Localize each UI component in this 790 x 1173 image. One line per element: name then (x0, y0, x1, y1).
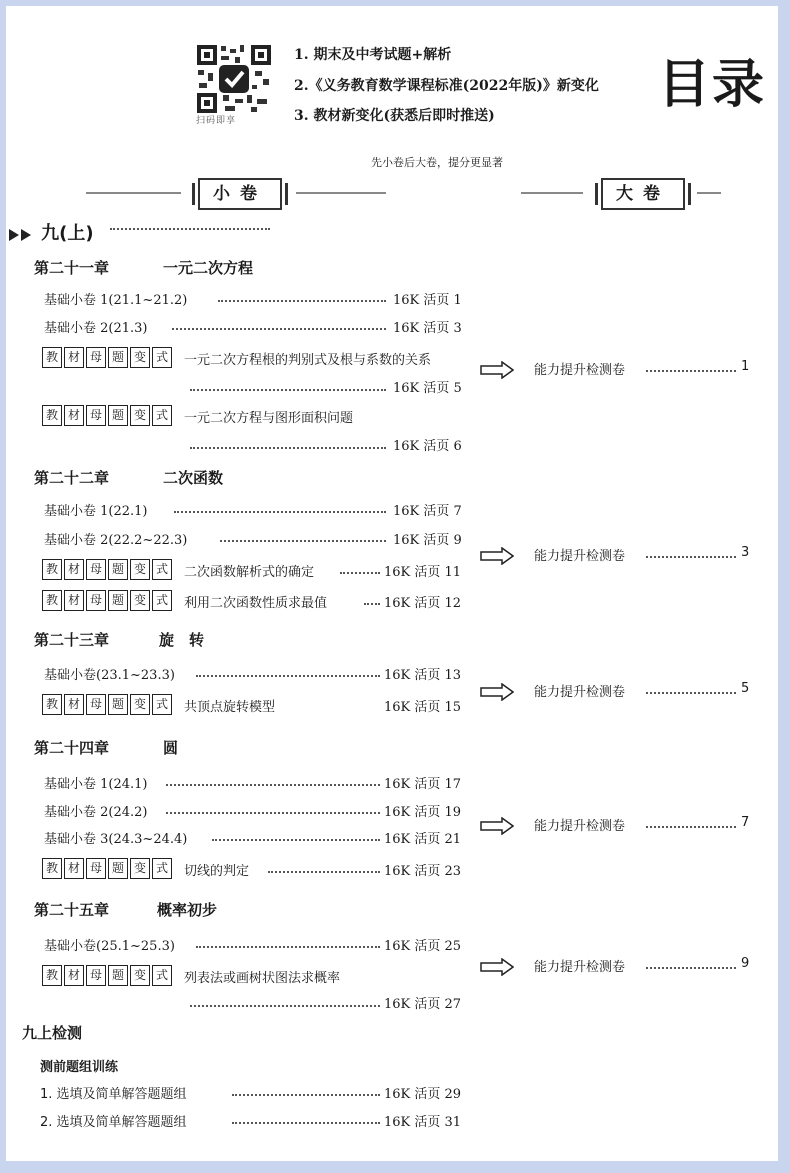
toc-page (6, 6, 778, 1161)
assessment-page: 1 (741, 359, 750, 374)
double-play-icon (8, 228, 36, 242)
toc-entry-page: 16K 活页 31 (384, 1115, 462, 1130)
toc-entry-page: 16K 活页 3 (393, 321, 462, 336)
right-arrow-icon (480, 547, 514, 565)
toc-entry-label[interactable]: 基础小卷 1(21.1~21.2) (44, 293, 188, 308)
assessment-label[interactable]: 能力提升检测卷 (534, 363, 626, 378)
toc-entry-page: 16K 活页 9 (393, 533, 462, 548)
toc-entry-label[interactable]: 共顶点旋转模型 (184, 700, 276, 715)
variant-tag: 教 材 母 题 变 式 (42, 858, 174, 879)
grade-label: 九(上) (41, 223, 94, 244)
assessment-label[interactable]: 能力提升检测卷 (534, 685, 626, 700)
chapter-number: 第二十五章 (34, 901, 110, 919)
toc-entry-page: 16K 活页 15 (384, 700, 462, 715)
right-arrow-icon (480, 817, 514, 835)
grade-dots (110, 228, 270, 230)
toc-entry-label[interactable]: 基础小卷(25.1~25.3) (44, 939, 175, 954)
chapter-name: 圆 (163, 739, 179, 757)
right-arrow-icon (480, 361, 514, 379)
chapter-name: 一元二次方程 (163, 259, 254, 277)
toc-entry-page: 16K 活页 27 (384, 997, 462, 1012)
grade-heading (8, 219, 94, 245)
chapter-name: 概率初步 (157, 901, 218, 919)
left-column-header (86, 178, 386, 208)
note-1: 1. 期末及中考试题+解析 (294, 47, 452, 63)
toc-entry-page: 16K 活页 23 (384, 864, 462, 879)
right-arrow-icon (480, 683, 514, 701)
page-title: 目录 (658, 55, 767, 115)
toc-entry-label[interactable]: 基础小卷(23.1~23.3) (44, 668, 175, 683)
chapter-number: 第二十一章 (34, 259, 110, 277)
assessment-page: 9 (741, 956, 750, 971)
assessment-label[interactable]: 能力提升检测卷 (534, 960, 626, 975)
right-arrow-icon (480, 958, 514, 976)
variant-tag: 教 材 母 题 变 式 (42, 405, 174, 426)
toc-entry-label[interactable]: 基础小卷 3(24.3~24.4) (44, 832, 188, 847)
toc-entry-page: 16K 活页 21 (384, 832, 462, 847)
toc-entry-label[interactable]: 一元二次方程与图形面积问题 (184, 411, 354, 426)
variant-tag: 教 材 母 题 变 式 (42, 559, 174, 580)
toc-entry-page: 16K 活页 19 (384, 805, 462, 820)
left-column-label: 小卷 (198, 178, 282, 210)
toc-entry-label[interactable]: 列表法或画树状图法求概率 (184, 971, 341, 986)
variant-tag: 教 材 母 题 变 式 (42, 347, 174, 368)
variant-tag: 教 材 母 题 变 式 (42, 590, 174, 611)
toc-entry-page: 16K 活页 6 (393, 439, 462, 454)
chapter-name: 二次函数 (163, 469, 224, 487)
qr-code-icon[interactable] (195, 43, 273, 115)
toc-entry-label[interactable]: 二次函数解析式的确定 (184, 565, 315, 580)
chapter-name: 旋 转 (159, 631, 205, 649)
note-3: 3. 教材新变化(获悉后即时推送) (294, 108, 495, 124)
test-section-subtitle: 测前题组训练 (40, 1060, 119, 1075)
toc-entry-page: 16K 活页 29 (384, 1087, 462, 1102)
toc-entry-label[interactable]: 一元二次方程根的判别式及根与系数的关系 (184, 353, 432, 368)
toc-entry-label[interactable]: 基础小卷 2(24.2) (44, 805, 148, 820)
right-column-label: 大卷 (601, 178, 685, 210)
assessment-page: 7 (741, 815, 750, 830)
toc-entry-label[interactable]: 切线的判定 (184, 864, 250, 879)
variant-tag: 教 材 母 题 变 式 (42, 694, 174, 715)
qr-caption: 扫码即享 (196, 116, 237, 126)
chapter-number: 第二十二章 (34, 469, 110, 487)
chapter-number: 第二十三章 (34, 631, 110, 649)
test-section-title: 九上检测 (22, 1024, 83, 1042)
assessment-label[interactable]: 能力提升检测卷 (534, 549, 626, 564)
toc-entry-page: 16K 活页 13 (384, 668, 462, 683)
tagline: 先小卷后大卷，提分更显著 (371, 156, 503, 169)
toc-entry-page: 16K 活页 17 (384, 777, 462, 792)
toc-entry-page: 16K 活页 12 (384, 596, 462, 611)
toc-entry-label[interactable]: 基础小卷 2(21.3) (44, 321, 148, 336)
assessment-label[interactable]: 能力提升检测卷 (534, 819, 626, 834)
assessment-page: 3 (741, 545, 750, 560)
toc-entry-label[interactable]: 1. 选填及简单解答题题组 (40, 1087, 187, 1102)
assessment-page: 5 (741, 681, 750, 696)
toc-entry-label[interactable]: 2. 选填及简单解答题题组 (40, 1115, 187, 1130)
toc-entry-label[interactable]: 基础小卷 1(22.1) (44, 504, 148, 519)
toc-entry-label[interactable]: 基础小卷 1(24.1) (44, 777, 148, 792)
chapter-number: 第二十四章 (34, 739, 110, 757)
toc-entry-label[interactable]: 利用二次函数性质求最值 (184, 596, 328, 611)
toc-entry-page: 16K 活页 11 (384, 565, 462, 580)
toc-entry-page: 16K 活页 5 (393, 381, 462, 396)
toc-entry-label[interactable]: 基础小卷 2(22.2~22.3) (44, 533, 188, 548)
note-2: 2.《义务教育数学课程标准(2022年版)》新变化 (294, 78, 599, 94)
variant-tag: 教 材 母 题 变 式 (42, 965, 174, 986)
toc-entry-page: 16K 活页 7 (393, 504, 462, 519)
toc-entry-page: 16K 活页 1 (393, 293, 462, 308)
right-column-header (521, 178, 721, 208)
toc-entry-page: 16K 活页 25 (384, 939, 462, 954)
